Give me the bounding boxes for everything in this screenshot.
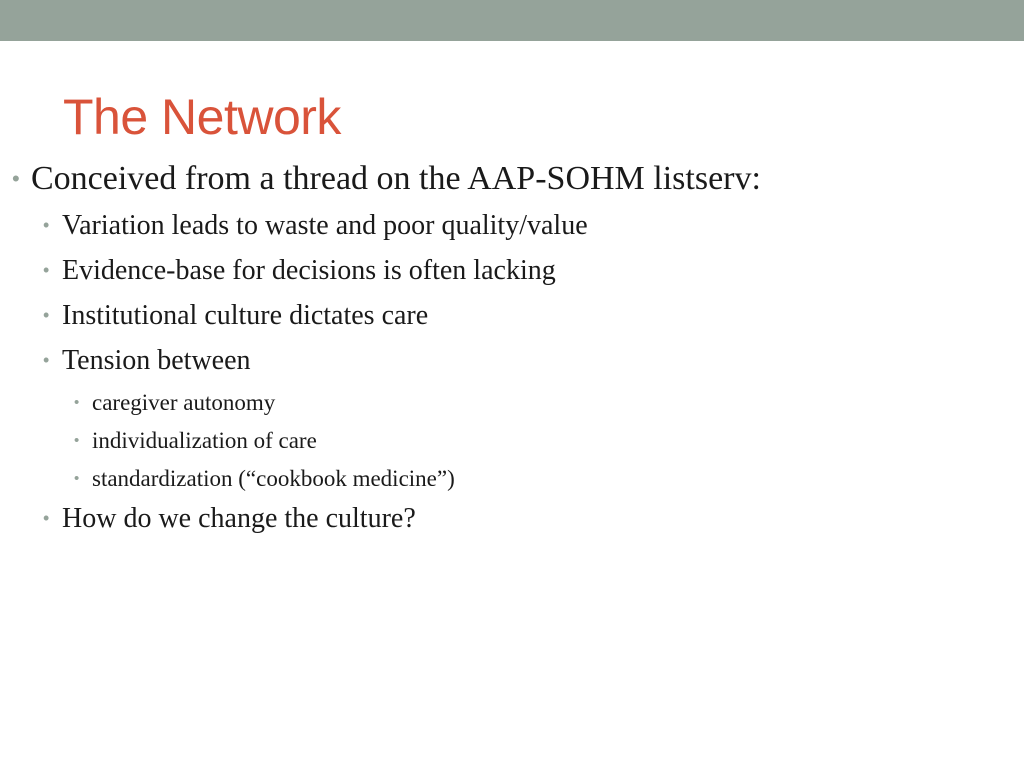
bullet-dot: •	[43, 350, 50, 370]
bullet-text: Evidence-base for decisions is often lacking	[62, 255, 556, 286]
bullet-item-level-2	[43, 503, 416, 535]
top-accent-bar	[0, 0, 1024, 41]
bullet-item-level-3	[74, 466, 455, 492]
bullet-item-level-1	[12, 160, 761, 198]
bullet-item-level-3	[74, 428, 317, 454]
bullet-text: Conceived from a thread on the AAP-SOHM listserv:	[31, 160, 761, 197]
bullet-item-level-2	[43, 345, 251, 377]
bullet-dot: •	[43, 215, 50, 235]
bullet-item-level-3	[74, 390, 276, 416]
bullet-item-level-2	[43, 210, 588, 242]
bullet-text: How do we change the culture?	[62, 503, 416, 534]
bullet-dot: •	[43, 260, 50, 280]
bullet-dot: •	[12, 166, 20, 191]
bullet-dot: •	[43, 508, 50, 528]
bullet-text: Tension between	[62, 345, 251, 376]
bullet-text: standardization (“cookbook medicine”)	[92, 466, 455, 491]
bullet-text: Institutional culture dictates care	[62, 300, 429, 331]
bullet-text: Variation leads to waste and poor quality/value	[62, 210, 588, 241]
bullet-text: individualization of care	[92, 428, 317, 453]
bullet-text: caregiver autonomy	[92, 390, 276, 415]
bullet-dot: •	[74, 470, 80, 487]
bullet-dot: •	[43, 305, 50, 325]
bullet-dot: •	[74, 432, 80, 449]
bullet-item-level-2	[43, 255, 556, 287]
slide-title: The Network	[63, 89, 341, 145]
bullet-dot: •	[74, 394, 80, 411]
bullet-item-level-2	[43, 300, 429, 332]
